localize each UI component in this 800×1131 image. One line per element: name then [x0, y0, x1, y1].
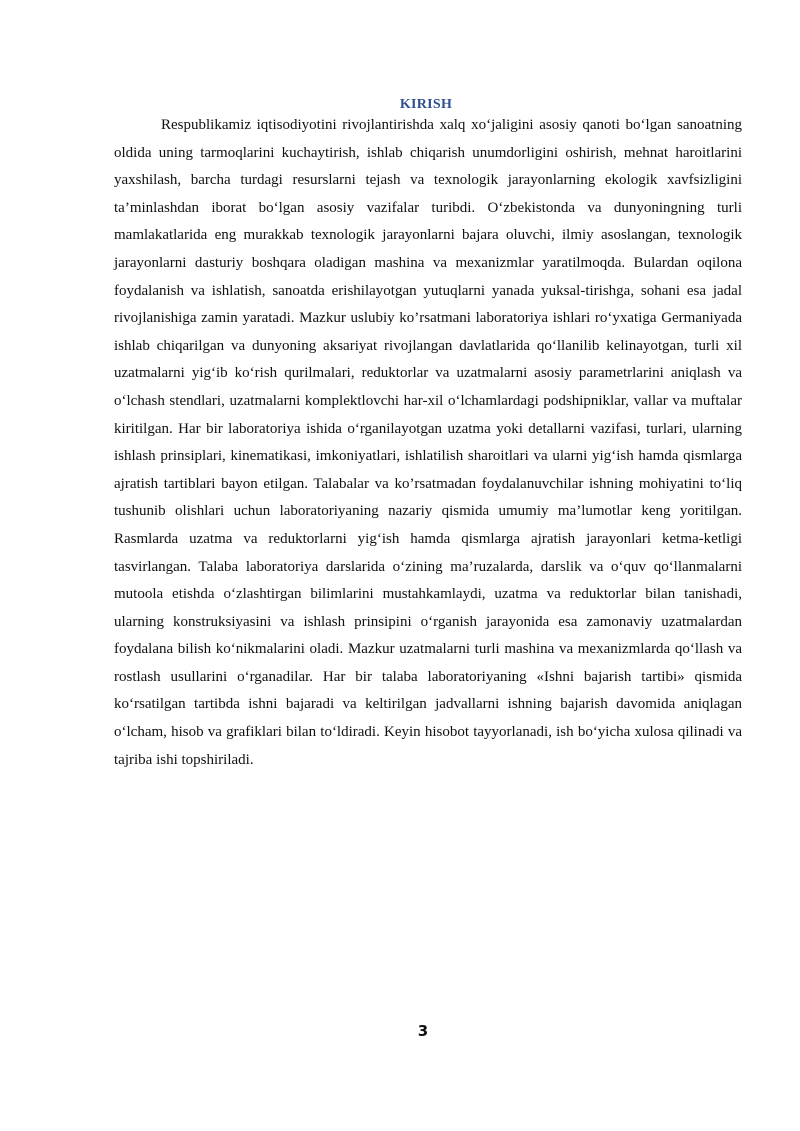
body-paragraph: Respublikamiz iqtisodiyotini rivojlantirishda xalq xo‘jaligini asosiy qanoti bo‘lgan sanoatning oldida uning tarmoqlarini kuchaytirish, ishlab chiqarish unumdorligini oshirish, mehnat haroitlarini yaxshilash, barcha turdagi resurslarni tejash va texnologik jarayonlarning ekologik xavfsizligini ta’minlashdan iborat bo‘lgan asosiy vazifalar turibdi. O‘zbekistonda va dunyoningning turli mamlakatlarida eng murakkab texnologik jarayonlarni bajara oluvchi, ilmiy asoslangan, texnologik jarayonlarni dasturiy boshqara oladigan mashina va mexanizmlar yaratilmoqda. Bulardan oqilona foydalanish va ishlatish, sanoatda erishilayotgan yutuqlarni yanada yuksal-tirishga, sohani esa jadal rivojlanishiga zamin yaratadi. Mazkur uslubiy ko’rsatmani laboratoriya ishlari ro‘yxatiga Germaniyada ishlab chiqarilgan va dunyoning aksariyat rivojlangan davlatlarida qo‘llanilib kelinayotgan, turli xil uzatmalarni yig‘ib ko‘rish qurilmalari, reduktorlar va uzatmalarni asosiy parametrlarini aniqlash va o‘lchash stendlari, uzatmalarni komplektlovchi har-xil o‘lchamlardagi podshipniklar, vallar va muftalar kiritilgan. Har bir laboratoriya ishida o‘rganilayotgan uzatma yoki detallarni vazifasi, turlari, ularning ishlash prinsiplari, kinematikasi, imkoniyatlari, ishlatilish sharoitlari va ularni yig‘ish hamda qismlarga ajratish tartiblari bayon etilgan. Talabalar va ko’rsatmadan foydalanuvchilar ishning mohiyatini to‘liq tushunib olishlari uchun laboratoriyaning nazariy qismida umumiy ma’lumotlar keng yoritilgan. Rasmlarda uzatma va reduktorlarni yig‘ish hamda qismlarga ajratish jarayonlari ketma-ketligi tasvirlangan. Talaba laboratoriya darslarida o‘zining ma’ruzalarda, darslik va o‘quv qo‘llanmalarni mutoola etishda o‘zlashtirgan bilimlarini mustahkamlaydi, uzatma va reduktorlar bilan tanishadi, ularning konstruksiyasini va ishlash prinsipini o‘rganish jarayonida esa zamonaviy uzatmalardan foydalana bilish ko‘nikmalarini oladi. Mazkur uzatmalarni turli mashina va mexanizmlarda qo‘llash va rostlash usullarini o‘rganadilar. Har bir talaba laboratoriyaning «Ishni bajarish tartibi» qismida ko‘rsatilgan tartibda ishni bajaradi va keltirilgan jadvallarni ishning bajarish davomida aniqlagan o‘lcham, hisob va grafiklari bilan to‘ldiradi. Keyin hisobot tayyorlanadi, ish bo‘yicha xulosa qilinadi va tajriba ishi topshiriladi. — [114, 117, 742, 768]
section-title: KIRISH — [399, 97, 453, 112]
page-number: 3 — [417, 1022, 429, 1040]
